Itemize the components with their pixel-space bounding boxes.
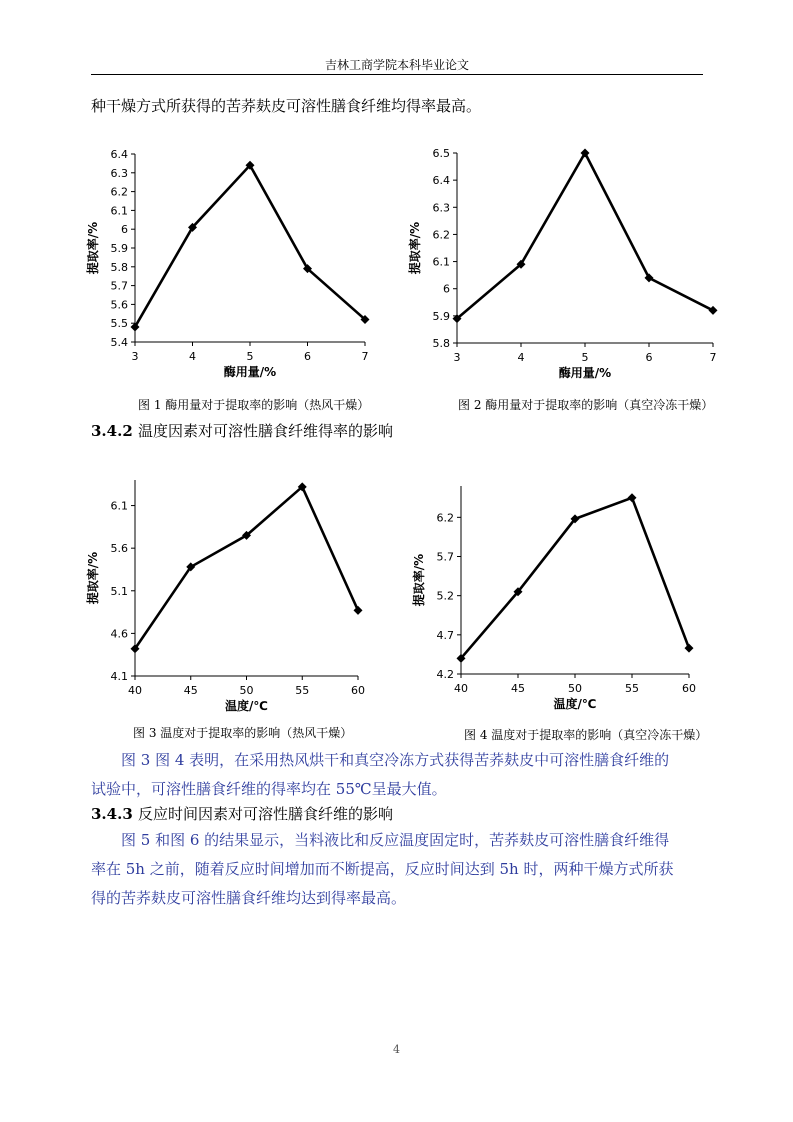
chart-1-y-tick-label: 5.9 xyxy=(110,242,128,255)
chart-3-x-tick-label: 40 xyxy=(128,684,142,697)
chart-1-x-tick-label: 7 xyxy=(361,350,369,363)
paragraph-343-line-3: 得的苦荞麸皮可溶性膳食纤维均达到得率最高。 xyxy=(91,889,407,907)
chart-3-x-tick-label: 60 xyxy=(351,684,365,697)
figure-4-caption: 图 4 温度对于提取率的影响（真空冷冻干燥） xyxy=(464,728,708,742)
chart-1 xyxy=(85,140,385,390)
chart-3-y-tick-label: 5.6 xyxy=(110,542,128,556)
figure-3-caption: 图 3 温度对于提取率的影响（热风干燥） xyxy=(133,726,353,740)
chart-1-x-tick-label: 5 xyxy=(246,350,254,363)
chart-2-y-tick-label: 6.2 xyxy=(432,228,450,242)
chart-1-y-tick-label: 5.7 xyxy=(110,279,128,293)
chart-3-y-tick-label: 6.1 xyxy=(110,499,128,513)
chart-1-x-axis-title: 酶用量/% xyxy=(223,365,277,379)
chart-4-x-tick-label: 55 xyxy=(625,682,639,695)
chart-4-x-tick-label: 45 xyxy=(511,682,525,695)
chart-2-y-tick-label: 6.5 xyxy=(432,147,450,160)
chart-2-y-tick-label: 5.8 xyxy=(432,337,450,350)
chart-3-y-tick-label: 5.1 xyxy=(110,584,128,598)
section-342-title: 温度因素对可溶性膳食纤维得率的影响 xyxy=(138,422,394,440)
chart-1-x-tick-label: 6 xyxy=(304,350,311,363)
chart-3-x-tick-label: 55 xyxy=(295,684,310,697)
chart-1-y-tick-label: 5.6 xyxy=(110,298,128,312)
chart-3-x-tick-label: 45 xyxy=(183,684,198,697)
chart-2-y-tick-label: 6 xyxy=(443,282,450,296)
chart-1-y-tick-label: 6.3 xyxy=(110,166,128,180)
chart-1-y-tick-label: 6.4 xyxy=(110,148,128,161)
chart-2-x-axis-title: 酶用量/% xyxy=(558,366,612,380)
chart-4-y-tick-label: 4.2 xyxy=(436,668,454,681)
section-343-heading xyxy=(91,803,393,824)
chart-3-y-tick-label: 4.6 xyxy=(110,627,128,641)
section-342-heading xyxy=(91,420,393,441)
chart-4-y-tick-label: 5.2 xyxy=(436,589,454,603)
chart-2-y-axis-title: 提取率/% xyxy=(408,221,422,275)
chart-2-x-tick-label: 7 xyxy=(709,351,717,364)
chart-3 xyxy=(85,470,385,720)
chart-1-y-tick-label: 6 xyxy=(121,223,128,237)
chart-4-x-tick-label: 60 xyxy=(682,682,696,695)
chart-2 xyxy=(405,140,725,390)
chart-4-y-tick-label: 4.7 xyxy=(436,628,454,642)
chart-1-x-tick-label: 4 xyxy=(189,350,196,363)
chart-1-y-tick-label: 6.2 xyxy=(110,185,128,199)
chart-2-x-tick-label: 5 xyxy=(581,351,589,364)
chart-4-x-axis-title: 温度/℃ xyxy=(553,697,597,711)
chart-2-y-tick-label: 6.1 xyxy=(432,255,450,269)
chart-2-x-tick-label: 4 xyxy=(517,351,525,364)
chart-4-x-tick-label: 40 xyxy=(454,682,468,695)
running-header: 吉林工商学院本科毕业论文 xyxy=(324,58,469,72)
chart-2-y-tick-label: 6.4 xyxy=(432,174,450,188)
chart-1-y-tick-label: 6.1 xyxy=(110,204,128,218)
chart-1-y-tick-label: 5.4 xyxy=(110,336,128,349)
chart-4-y-tick-label: 6.2 xyxy=(436,511,454,525)
section-343-number: 3.4.3 xyxy=(91,805,133,823)
chart-3-x-tick-label: 50 xyxy=(239,684,254,697)
chart-4 xyxy=(405,470,725,720)
chart-3-series-line xyxy=(135,487,358,649)
chart-3-x-axis-title: 温度/℃ xyxy=(225,699,268,713)
chart-2-y-tick-label: 5.9 xyxy=(432,309,450,323)
chart-4-y-axis-title: 提取率/% xyxy=(412,553,426,607)
chart-1-y-axis-title: 提取率/% xyxy=(86,221,100,275)
paragraph-343-line-2: 率在 5h 之前，随着反应时间增加而不断提高，反应时间达到 5h 时，两种干燥方式所获 xyxy=(91,860,674,878)
page-number: 4 xyxy=(393,1043,400,1056)
chart-2-data-point xyxy=(645,273,654,282)
chart-1-y-tick-label: 5.8 xyxy=(110,260,128,274)
paragraph-342-line-1: 图 3 图 4 表明，在采用热风烘干和真空冷冻方式获得苦荞麸皮中可溶性膳食纤维的 xyxy=(121,751,670,769)
chart-2-series-line xyxy=(457,153,713,319)
chart-2-y-tick-label: 6.3 xyxy=(432,201,450,215)
figure-2-caption: 图 2 酶用量对于提取率的影响（真空冷冻干燥） xyxy=(458,398,714,412)
chart-2-x-tick-label: 3 xyxy=(453,351,461,364)
paragraph-342 xyxy=(91,746,705,804)
chart-4-data-point xyxy=(685,644,694,653)
paragraph-343 xyxy=(91,826,705,913)
figure-1-caption: 图 1 酶用量对于提取率的影响（热风干燥） xyxy=(138,398,370,412)
chart-3-y-tick-label: 4.1 xyxy=(110,670,128,683)
chart-4-y-tick-label: 5.7 xyxy=(436,550,454,564)
chart-1-series-line xyxy=(135,165,365,327)
chart-2-x-tick-label: 6 xyxy=(645,351,653,364)
chart-1-y-tick-label: 5.5 xyxy=(110,317,128,331)
paragraph-342-line-2: 试验中，可溶性膳食纤维的得率均在 55℃呈最大值。 xyxy=(91,780,447,798)
chart-4-data-point xyxy=(628,493,637,502)
chart-4-x-tick-label: 50 xyxy=(568,682,582,695)
chart-2-data-point xyxy=(709,306,718,315)
chart-1-x-tick-label: 3 xyxy=(131,350,139,363)
chart-3-data-point xyxy=(354,606,363,615)
section-343-title: 反应时间因素对可溶性膳食纤维的影响 xyxy=(138,805,394,823)
chart-3-y-axis-title: 提取率/% xyxy=(86,551,100,605)
paragraph-343-line-1: 图 5 和图 6 的结果显示，当料液比和反应温度固定时，苦荞麸皮可溶性膳食纤维得 xyxy=(121,831,670,849)
header-rule xyxy=(91,74,703,75)
section-342-number: 3.4.2 xyxy=(91,422,133,440)
top-line: 种干燥方式所获得的苦荞麸皮可溶性膳食纤维均得率最高。 xyxy=(91,97,482,115)
